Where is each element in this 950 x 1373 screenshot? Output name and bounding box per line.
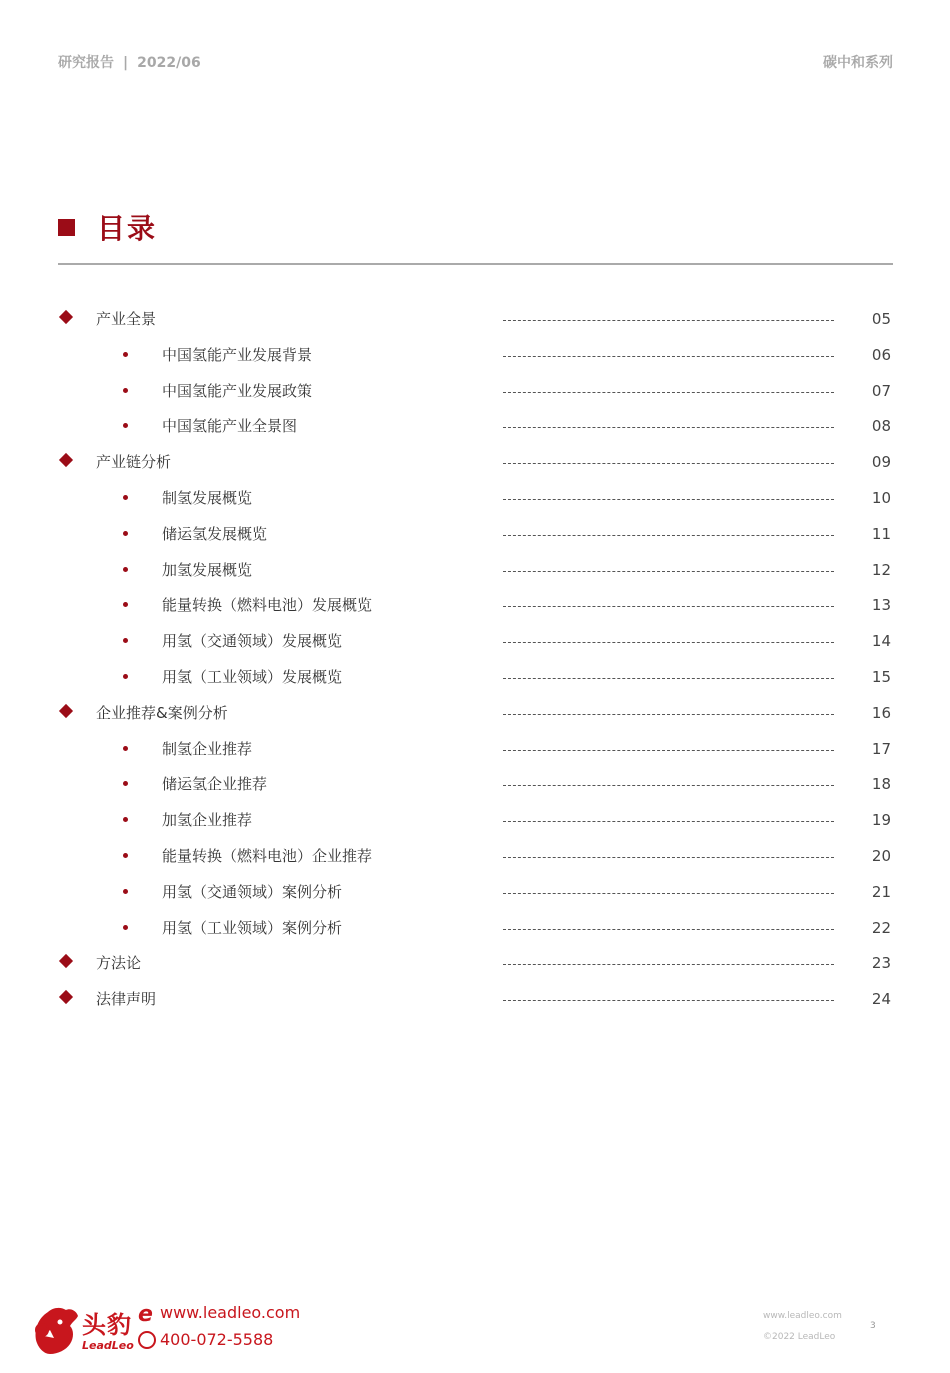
toc-section-row[interactable] (0, 445, 950, 481)
dot-bullet-icon (123, 889, 128, 894)
brand-name-en: LeadLeo (82, 1339, 134, 1352)
page-title: 目录 (97, 212, 158, 245)
toc-page-number: 07 (871, 381, 891, 400)
diamond-bullet-icon (59, 954, 73, 968)
toc-page-number: 17 (871, 739, 891, 758)
page-title-block (58, 207, 157, 247)
dot-bullet-icon (123, 495, 128, 500)
toc-label: 制氢发展概览 (162, 488, 253, 507)
dot-bullet-icon (123, 423, 128, 428)
toc-section-row[interactable] (0, 946, 950, 982)
dot-bullet-icon (123, 817, 128, 822)
toc-label: 法律声明 (96, 990, 157, 1009)
toc-page-number: 08 (871, 417, 891, 436)
toc-subsection-row[interactable] (0, 660, 950, 696)
title-divider (58, 263, 893, 265)
dot-bullet-icon (123, 531, 128, 536)
toc-label: 方法论 (96, 954, 142, 973)
footer-website-small: www.leadleo.com (763, 1311, 842, 1321)
dot-bullet-icon (123, 388, 128, 393)
report-date: 2022/06 (137, 55, 201, 71)
diamond-bullet-icon (59, 990, 73, 1004)
toc-label: 储运氢企业推荐 (162, 775, 268, 794)
toc-section-row[interactable] (0, 982, 950, 1018)
dot-bullet-icon (123, 567, 128, 572)
toc-label: 用氢（工业领域）案例分析 (162, 918, 343, 937)
phone-icon (138, 1331, 156, 1349)
dot-bullet-icon (123, 925, 128, 930)
header-separator: | (123, 55, 129, 71)
toc-leader-dots (503, 535, 834, 536)
toc-page-number: 24 (871, 990, 891, 1009)
toc-leader-dots (503, 893, 834, 894)
toc-subsection-row[interactable] (0, 481, 950, 517)
toc-page-number: 06 (871, 345, 891, 364)
toc-leader-dots (503, 857, 834, 858)
toc-subsection-row[interactable] (0, 374, 950, 410)
toc-leader-dots (503, 678, 834, 679)
toc-page-number: 09 (871, 453, 891, 472)
toc-label: 加氢发展概览 (162, 560, 253, 579)
phone-number: 400-072-5588 (160, 1330, 274, 1349)
toc-page-number: 15 (871, 667, 891, 686)
toc-page-number: 18 (871, 775, 891, 794)
toc-leader-dots (503, 964, 834, 965)
toc-label: 能量转换（燃料电池）发展概览 (162, 596, 373, 615)
toc-page-number: 12 (871, 560, 891, 579)
title-square-icon (58, 219, 75, 236)
toc-label: 中国氢能产业发展政策 (162, 381, 313, 400)
toc-page-number: 16 (871, 703, 891, 722)
report-type: 研究报告 (58, 55, 114, 71)
toc-subsection-row[interactable] (0, 803, 950, 839)
dot-bullet-icon (123, 352, 128, 357)
toc-page-number: 19 (871, 811, 891, 830)
toc-page-number: 14 (871, 632, 891, 651)
toc-label: 用氢（工业领域）发展概览 (162, 667, 343, 686)
toc-subsection-row[interactable] (0, 409, 950, 445)
toc-page-number: 13 (871, 596, 891, 615)
diamond-bullet-icon (59, 453, 73, 467)
toc-subsection-row[interactable] (0, 732, 950, 768)
toc-page-number: 05 (871, 310, 891, 328)
dot-bullet-icon (123, 638, 128, 643)
toc-leader-dots (503, 929, 834, 930)
toc-subsection-row[interactable] (0, 588, 950, 624)
toc-leader-dots (503, 356, 834, 357)
toc-subsection-row[interactable] (0, 875, 950, 911)
toc-leader-dots (503, 606, 834, 607)
toc-section-row[interactable] (0, 302, 950, 338)
toc-leader-dots (503, 1000, 834, 1001)
toc-label: 产业链分析 (96, 453, 172, 472)
dot-bullet-icon (123, 746, 128, 751)
dot-bullet-icon (123, 674, 128, 679)
dot-bullet-icon (123, 853, 128, 858)
toc-label: 用氢（交通领域）案例分析 (162, 882, 343, 901)
dot-bullet-icon (123, 781, 128, 786)
copyright: ©2022 LeadLeo (763, 1332, 836, 1342)
toc-leader-dots (503, 463, 834, 464)
toc-label: 企业推荐&案例分析 (96, 703, 228, 722)
toc-label: 用氢（交通领域）发展概览 (162, 632, 343, 651)
diamond-bullet-icon (59, 704, 73, 718)
header-left (58, 52, 201, 72)
web-e-icon: e (138, 1302, 153, 1327)
toc-page-number: 10 (871, 488, 891, 507)
toc-subsection-row[interactable] (0, 517, 950, 553)
toc-leader-dots (503, 392, 834, 393)
toc-page-number: 21 (871, 882, 891, 901)
toc-page-number: 22 (871, 918, 891, 937)
toc-label: 中国氢能产业全景图 (162, 417, 298, 436)
toc-leader-dots (503, 571, 834, 572)
toc-subsection-row[interactable] (0, 911, 950, 947)
toc-leader-dots (503, 642, 834, 643)
toc-label: 制氢企业推荐 (162, 739, 253, 758)
brand-name-cn: 头豹 (82, 1311, 132, 1339)
toc-leader-dots (503, 750, 834, 751)
table-of-contents (0, 302, 950, 1018)
toc-label: 加氢企业推荐 (162, 811, 253, 830)
toc-label: 中国氢能产业发展背景 (162, 345, 313, 364)
diamond-bullet-icon (59, 310, 73, 324)
toc-subsection-row[interactable] (0, 839, 950, 875)
toc-label: 能量转换（燃料电池）企业推荐 (162, 846, 373, 865)
toc-label: 储运氢发展概览 (162, 524, 268, 543)
toc-subsection-row[interactable] (0, 624, 950, 660)
series-title: 碳中和系列 (823, 55, 893, 71)
website-link[interactable]: www.leadleo.com (160, 1303, 301, 1322)
dot-bullet-icon (123, 602, 128, 607)
leopard-logo-icon (30, 1300, 82, 1360)
toc-leader-dots (503, 427, 834, 428)
toc-subsection-row[interactable] (0, 767, 950, 803)
page-number: 3 (870, 1321, 876, 1331)
toc-leader-dots (503, 714, 834, 715)
toc-page-number: 23 (871, 954, 891, 973)
toc-section-row[interactable] (0, 696, 950, 732)
toc-page-number: 20 (871, 846, 891, 865)
toc-leader-dots (503, 785, 834, 786)
toc-subsection-row[interactable] (0, 338, 950, 374)
toc-subsection-row[interactable] (0, 553, 950, 589)
toc-leader-dots (503, 320, 834, 321)
toc-leader-dots (503, 821, 834, 822)
toc-label: 产业全景 (96, 310, 157, 328)
toc-leader-dots (503, 499, 834, 500)
toc-page-number: 11 (871, 524, 891, 543)
